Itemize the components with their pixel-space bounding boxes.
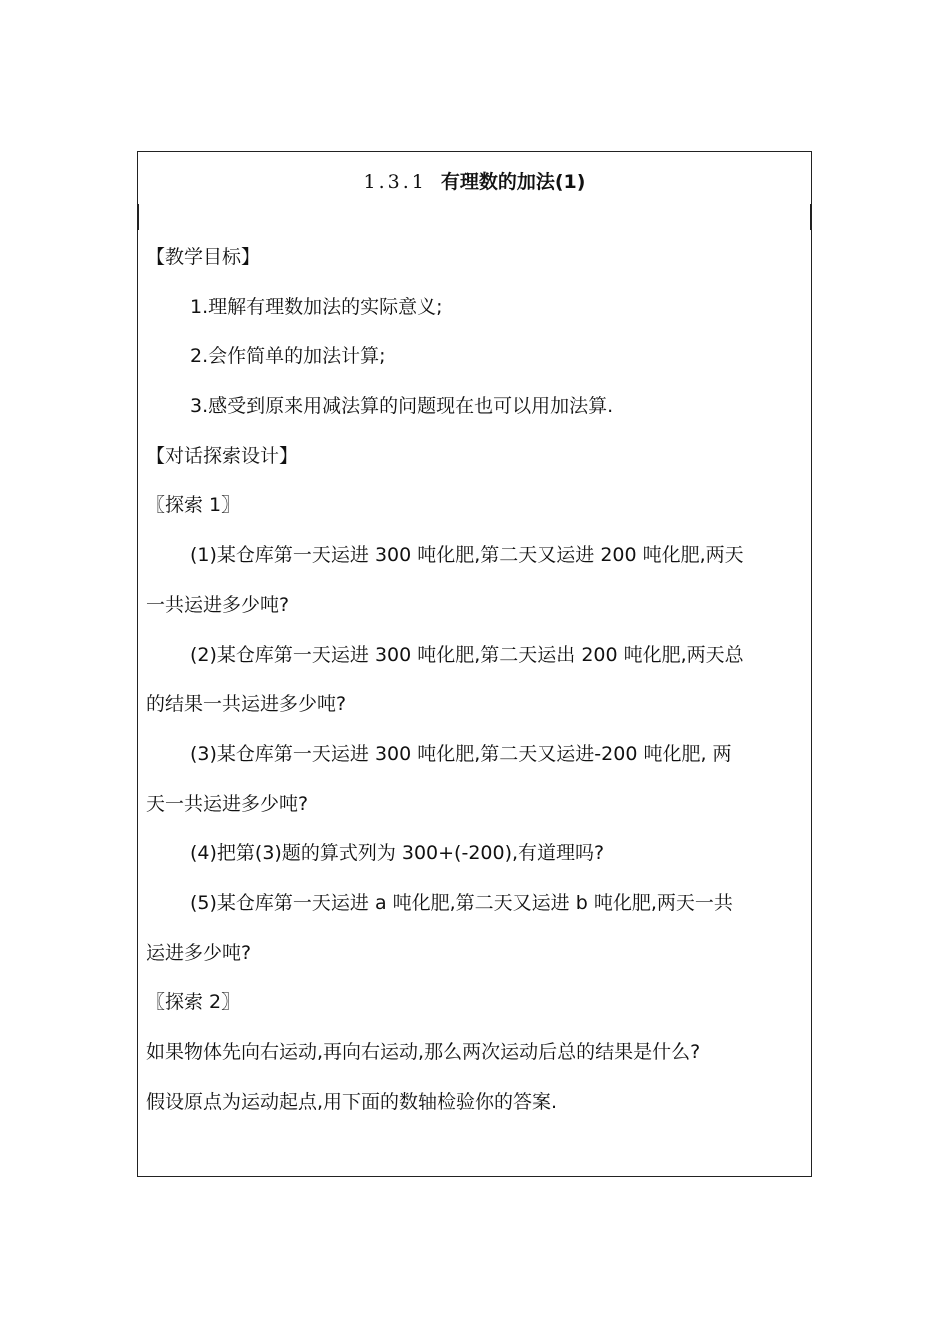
explore1-line: 运进多少吨?: [146, 942, 252, 964]
explore1-line: (5)某仓库第一天运进 a 吨化肥,第二天又运进 b 吨化肥,两天一共: [190, 892, 733, 914]
objective-item: 2.会作简单的加法计算;: [190, 345, 386, 367]
title-row: [138, 152, 811, 230]
objective-item: 1.理解有理数加法的实际意义;: [190, 296, 443, 318]
objectives-heading: 【教学目标】: [146, 246, 261, 268]
explore1-heading: 〖探索 1〗: [146, 494, 241, 516]
explore1-line: 的结果一共运进多少吨?: [146, 693, 347, 715]
dialogue-heading: 【对话探索设计】: [146, 445, 299, 467]
explore1-line: 天一共运进多少吨?: [146, 793, 309, 815]
lesson-title-text: 有理数的加法(1): [440, 171, 586, 193]
objective-item: 3.感受到原来用减法算的问题现在也可以用加法算.: [190, 395, 614, 417]
title-divider-left: [137, 204, 139, 230]
explore1-line: (2)某仓库第一天运进 300 吨化肥,第二天运出 200 吨化肥,两天总: [190, 644, 744, 666]
explore2-line: 如果物体先向右运动,再向右运动,那么两次运动后总的结果是什么?: [146, 1041, 701, 1063]
explore2-line: 假设原点为运动起点,用下面的数轴检验你的答案.: [146, 1091, 558, 1113]
explore1-line: (1)某仓库第一天运进 300 吨化肥,第二天又运进 200 吨化肥,两天: [190, 544, 744, 566]
lesson-table: [137, 151, 812, 1177]
lesson-number: 1.3.1: [363, 171, 427, 193]
explore1-line: (4)把第(3)题的算式列为 300+(-200),有道理吗?: [190, 842, 605, 864]
explore1-line: 一共运进多少吨?: [146, 594, 290, 616]
lesson-title: [138, 169, 811, 195]
explore1-line: (3)某仓库第一天运进 300 吨化肥,第二天又运进-200 吨化肥, 两: [190, 743, 732, 765]
explore2-heading: 〖探索 2〗: [146, 991, 241, 1013]
title-divider-right: [810, 204, 812, 230]
